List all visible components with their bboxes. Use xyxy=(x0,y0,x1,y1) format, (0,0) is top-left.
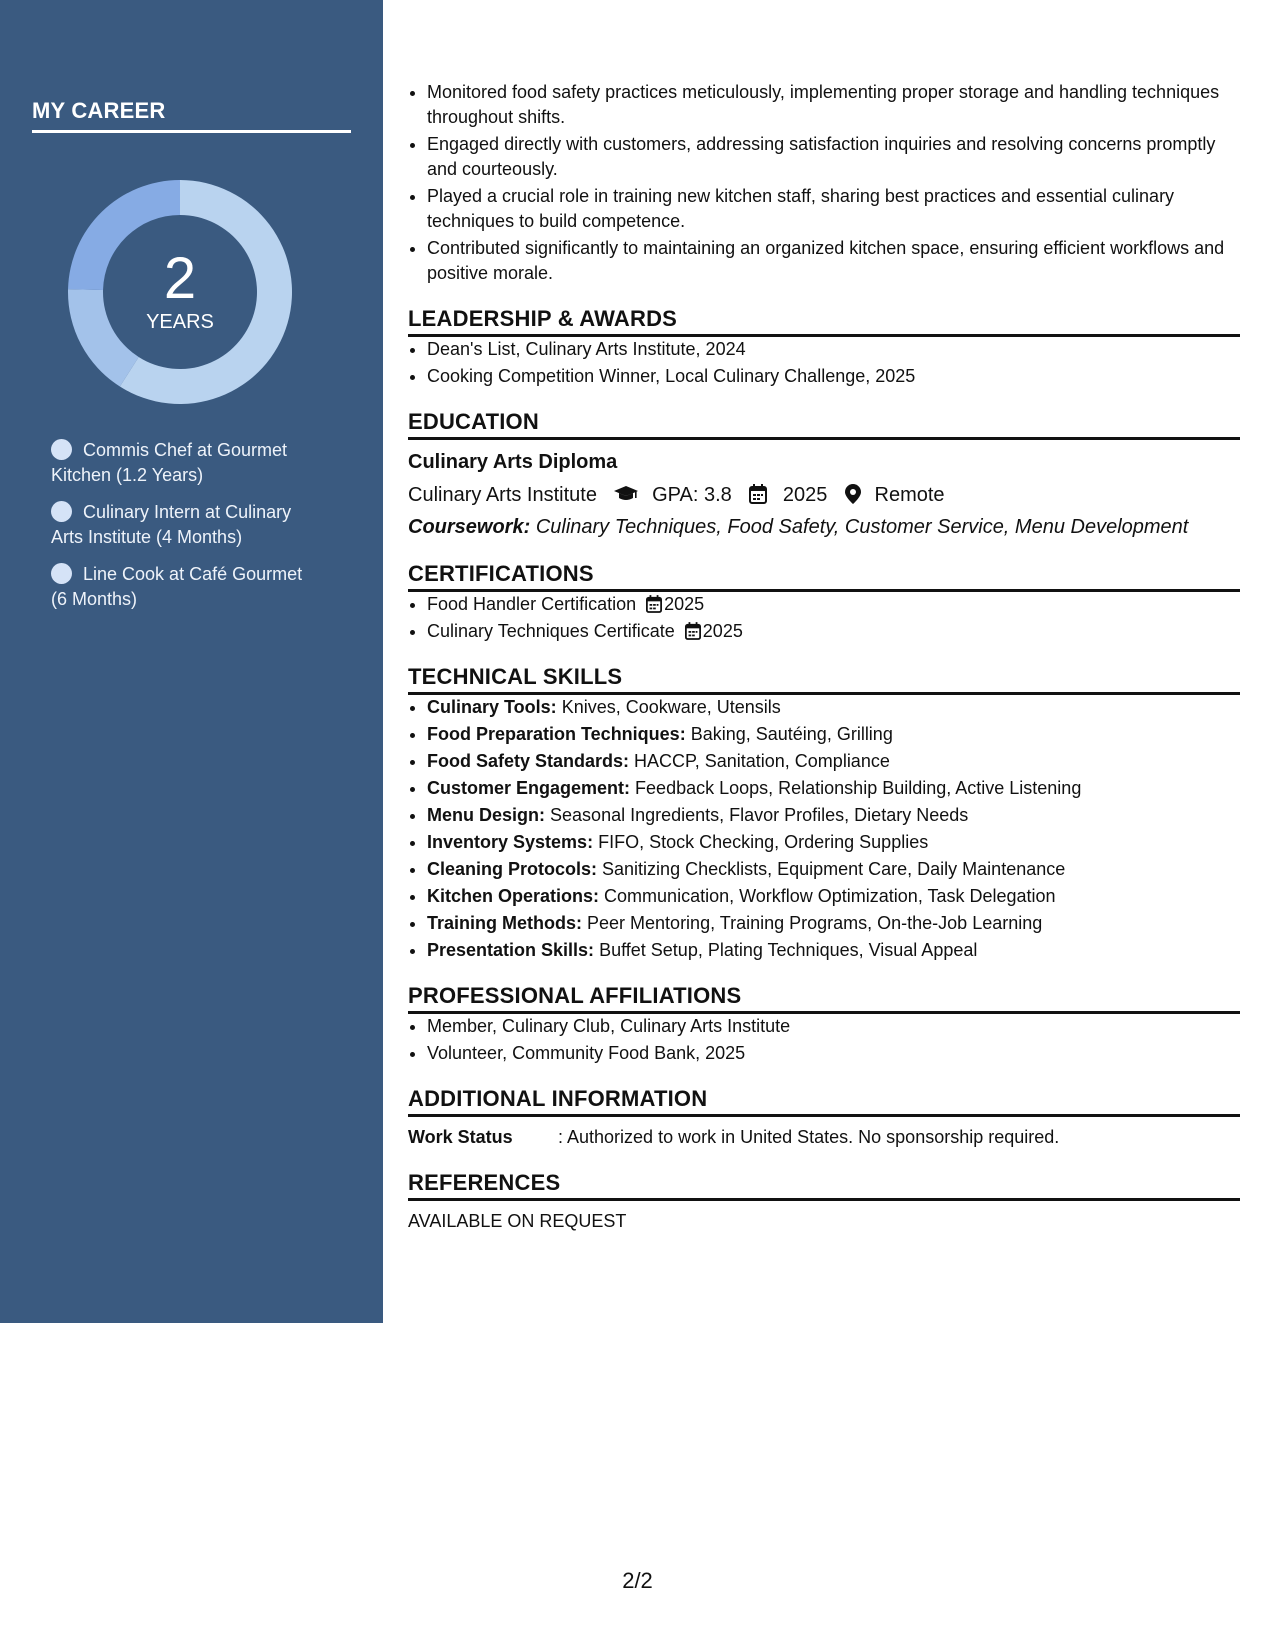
skill-value: Communication, Workflow Optimization, Task Delegation xyxy=(604,886,1056,906)
work-status-value: : Authorized to work in United States. No sponsorship required. xyxy=(558,1127,1060,1147)
calendar-icon xyxy=(749,484,767,504)
education-details xyxy=(408,481,1240,509)
list-item xyxy=(427,619,1240,644)
donut-unit: YEARS xyxy=(146,311,214,333)
skill-label: Culinary Tools: xyxy=(427,697,557,717)
list-item xyxy=(427,722,1240,747)
list-item: • Monitored food safety practices meticulously, implementing proper storage and handling techniques throughout shifts. xyxy=(427,80,1240,130)
list-item xyxy=(427,695,1240,720)
career-item-text: Culinary Intern at Culinary Arts Institute (4 Months) xyxy=(51,502,292,547)
skill-label: Food Preparation Techniques: xyxy=(427,724,686,744)
sidebar xyxy=(0,0,383,1323)
skill-value: Baking, Sautéing, Grilling xyxy=(690,724,893,744)
list-item xyxy=(427,884,1240,909)
list-item: • Played a crucial role in training new kitchen staff, sharing best practices and essential culinary techniques to build competence. xyxy=(427,184,1240,234)
skill-label: Inventory Systems: xyxy=(427,832,594,852)
coursework-label: Coursework: xyxy=(408,516,531,538)
section-title-references: REFERENCES xyxy=(408,1170,1240,1201)
graduation-year: 2025 xyxy=(782,484,828,506)
career-list xyxy=(51,438,321,624)
skill-label: Presentation Skills: xyxy=(427,940,595,960)
career-item-text: Commis Chef at Gourmet Kitchen (1.2 Years) xyxy=(51,440,288,485)
list-item xyxy=(427,911,1240,936)
graduation-cap-icon xyxy=(613,484,639,504)
skill-label: Customer Engagement: xyxy=(427,778,631,798)
coursework xyxy=(408,513,1240,541)
skills-list xyxy=(408,695,1240,963)
cert-name: Food Handler Certification xyxy=(427,594,637,614)
list-item: • Member, Culinary Club, Culinary Arts Institute xyxy=(427,1014,1240,1039)
degree-title: Culinary Arts Diploma xyxy=(408,451,618,473)
cert-name: Culinary Techniques Certificate xyxy=(427,621,675,641)
leadership-list xyxy=(408,337,1240,389)
skill-label: Kitchen Operations: xyxy=(427,886,600,906)
list-item: • Contributed significantly to maintaining an organized kitchen space, ensuring efficient workflows and positive morale. xyxy=(427,236,1240,286)
references-text: AVAILABLE ON REQUEST xyxy=(408,1211,627,1231)
sidebar-title: MY CAREER xyxy=(32,98,166,123)
list-item xyxy=(427,749,1240,774)
skill-value: Seasonal Ingredients, Flavor Profiles, Dietary Needs xyxy=(550,805,969,825)
skill-label: Menu Design: xyxy=(427,805,546,825)
location-pin-icon xyxy=(845,484,861,504)
section-title-education: EDUCATION xyxy=(408,409,1240,440)
bullet-dot-icon xyxy=(51,501,72,522)
page-number: 2/2 xyxy=(622,1568,653,1593)
certifications-list xyxy=(408,592,1240,644)
section-title-certifications: CERTIFICATIONS xyxy=(408,561,1240,592)
bullet-dot-icon xyxy=(51,563,72,584)
bullet-dot-icon xyxy=(51,439,72,460)
list-item xyxy=(427,803,1240,828)
list-item xyxy=(427,938,1240,963)
list-item: • Volunteer, Community Food Bank, 2025 xyxy=(427,1041,1240,1066)
skill-value: Sanitizing Checklists, Equipment Care, Daily Maintenance xyxy=(602,859,1066,879)
skill-value: Buffet Setup, Plating Techniques, Visual Appeal xyxy=(599,940,978,960)
skill-value: Feedback Loops, Relationship Building, Active Listening xyxy=(635,778,1082,798)
skill-value: HACCP, Sanitation, Compliance xyxy=(634,751,890,771)
work-status-label: Work Status xyxy=(408,1127,513,1147)
coursework-list: Culinary Techniques, Food Safety, Customer Service, Menu Development xyxy=(535,516,1189,538)
donut-segment xyxy=(68,289,139,386)
section-title-skills: TECHNICAL SKILLS xyxy=(408,664,1240,695)
donut-value: 2 xyxy=(163,246,197,311)
affiliations-list xyxy=(408,1014,1240,1066)
gpa: GPA: 3.8 xyxy=(652,484,732,506)
list-item: • Cooking Competition Winner, Local Culinary Challenge, 2025 xyxy=(427,364,1240,389)
list-item: • Dean's List, Culinary Arts Institute, 2024 xyxy=(427,337,1240,362)
list-item: • Engaged directly with customers, addressing satisfaction inquiries and resolving concerns promptly and courteously. xyxy=(427,132,1240,182)
section-title-leadership: LEADERSHIP & AWARDS xyxy=(408,306,1240,337)
skill-value: Knives, Cookware, Utensils xyxy=(561,697,781,717)
cert-year: 2025 xyxy=(702,621,743,641)
section-title-affiliations: PROFESSIONAL AFFILIATIONS xyxy=(408,983,1240,1014)
skill-label: Cleaning Protocols: xyxy=(427,859,598,879)
career-item xyxy=(51,500,321,550)
list-item xyxy=(427,830,1240,855)
list-item xyxy=(427,857,1240,882)
education-location: Remote xyxy=(874,484,945,506)
cert-year: 2025 xyxy=(664,594,705,614)
sidebar-divider xyxy=(32,130,351,133)
experience-bullets xyxy=(408,80,1240,286)
skill-value: FIFO, Stock Checking, Ordering Supplies xyxy=(598,832,929,852)
calendar-icon xyxy=(646,595,662,613)
work-status-row xyxy=(408,1125,1240,1150)
calendar-icon xyxy=(685,622,701,640)
main-content xyxy=(408,80,1240,1234)
career-item-text: Line Cook at Café Gourmet (6 Months) xyxy=(51,564,303,609)
list-item xyxy=(427,592,1240,617)
skill-label: Training Methods: xyxy=(427,913,582,933)
skill-label: Food Safety Standards: xyxy=(427,751,630,771)
career-item xyxy=(51,562,321,612)
list-item xyxy=(427,776,1240,801)
school-name: Culinary Arts Institute xyxy=(408,484,597,506)
skill-value: Peer Mentoring, Training Programs, On-the-Job Learning xyxy=(587,913,1043,933)
career-item xyxy=(51,438,321,488)
section-title-additional: ADDITIONAL INFORMATION xyxy=(408,1086,1240,1117)
career-donut-chart xyxy=(62,174,298,410)
